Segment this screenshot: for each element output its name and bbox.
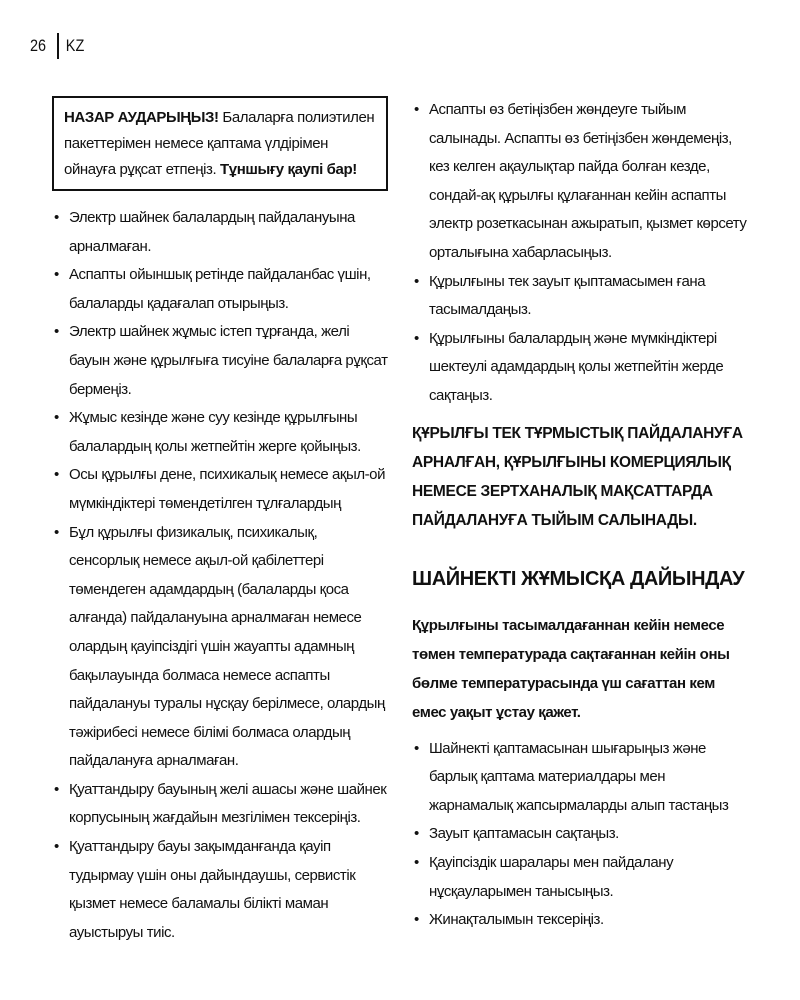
preparation-list (412, 735, 752, 935)
left-column (52, 96, 388, 947)
household-use-notice: ҚҰРЫЛҒЫ ТЕК ТҰРМЫСТЫҚ ПАЙДАЛАНУҒА АРНАЛҒАН, ҚҰРЫЛҒЫНЫ КОМЕРЦИЯЛЫҚ НЕМЕСЕ ЗЕРТХАНАЛЫҚ МАҚСАТТАРДА ПАЙДАЛАНУҒА ТЫЙЫМ САЛЫНАДЫ. (412, 424, 743, 529)
safety-list-continued (412, 96, 752, 411)
list-item: • Бұл құрылғы физикалық, психикалық, сенсорлық немесе ақыл-ой қабілеттері төмендеген адамдардың (балаларды қоса алғанда) пайдалануына арналмаған немесе олардың қауіпсіздігі үшін жауапты адамның бақылауында болмаса немесе аспапты пайдалануы туралы нұсқау берілмесе, олардың тәжірибесі немесе білімі болмаса олардың пайдалануға арналмаған. (52, 519, 388, 776)
warning-lead: НАЗАР АУДАРЫҢЫЗ! (64, 109, 219, 126)
list-item: • Аспапты өз бетіңізбен жөндеуге тыйым салынады. Аспапты өз бетіңізбен жөндемеңіз, кез келген ақаулықтар пайда болған кезде, сондай-ақ құрылғы құлағаннан кейін аспапты электр розеткасынан ажыратып, қызмет көрсету орталығына хабарласыңыз. (412, 96, 752, 268)
safety-list (52, 204, 388, 947)
list-item: • Құрылғыны балалардың және мүмкіндіктері шектеулі адамдардың қолы жетпейтін жерде сақтаңыз. (412, 325, 752, 411)
list-item: • Шайнекті қаптамасынан шығарыңыз және барлық қаптама материалдары мен жарнамалық жапсырмаларды алып тастаңыз (412, 735, 752, 821)
page-header (30, 34, 89, 58)
list-item: • Қуаттандыру бауы зақымданғанда қауіп тудырмау үшін оны дайындаушы, сервистік қызмет немесе баламалы білікті маман ауыстыруы тиіс. (52, 833, 388, 947)
list-item: • Қауіпсіздік шаралары мен пайдалану нұсқауларымен танысыңыз. (412, 849, 752, 906)
warning-box (52, 96, 388, 191)
list-item: • Электр шайнек жұмыс істеп тұрғанда, желі бауын және құрылғыға тисуіне балаларға рұқсат бермеңіз. (52, 318, 388, 404)
list-item: • Қуаттандыру бауының желі ашасы және шайнек корпусының жағдайын мезгілімен тексеріңіз. (52, 776, 388, 833)
list-item: • Осы құрылғы дене, психикалық немесе ақыл-ой мүмкіндіктері төмендетілген тұлғалардың (52, 461, 388, 518)
list-item: • Құрылғыны тек зауыт қыптамасымен ғана тасымалдаңыз. (412, 268, 752, 325)
list-item: • Зауыт қаптамасын сақтаңыз. (412, 820, 752, 849)
right-column (412, 96, 752, 935)
list-item: • Электр шайнек балалардың пайдалануына арналмаған. (52, 204, 388, 261)
language-code: KZ (65, 36, 85, 55)
warning-tail: Тұншығу қаупі бар! (220, 161, 357, 178)
section-title: ШАЙНЕКТІ ЖҰМЫСҚА ДАЙЫНДАУ (412, 567, 745, 590)
list-item: • Аспапты ойыншық ретінде пайдаланбас үшін, балаларды қадағалап отырыңыз. (52, 261, 388, 318)
preparation-intro: Құрылғыны тасымалдағаннан кейін немесе төмен температурада сақтағаннан кейін оны бөлме температурасында үш сағаттан кем емес уақыт ұстау қажет. (412, 616, 730, 721)
warning-text: Балаларға полиэтилен пакеттерімен немесе қаптама үлдірімен ойнауға рұқсат етпеңіз. (64, 109, 375, 178)
list-item: • Жұмыс кезінде және суу кезінде құрылғыны балалардың қолы жетпейтін жерге қойыңыз. (52, 404, 388, 461)
page-number: 26 (30, 36, 47, 55)
list-item: • Жинақталымын тексеріңіз. (412, 906, 752, 935)
